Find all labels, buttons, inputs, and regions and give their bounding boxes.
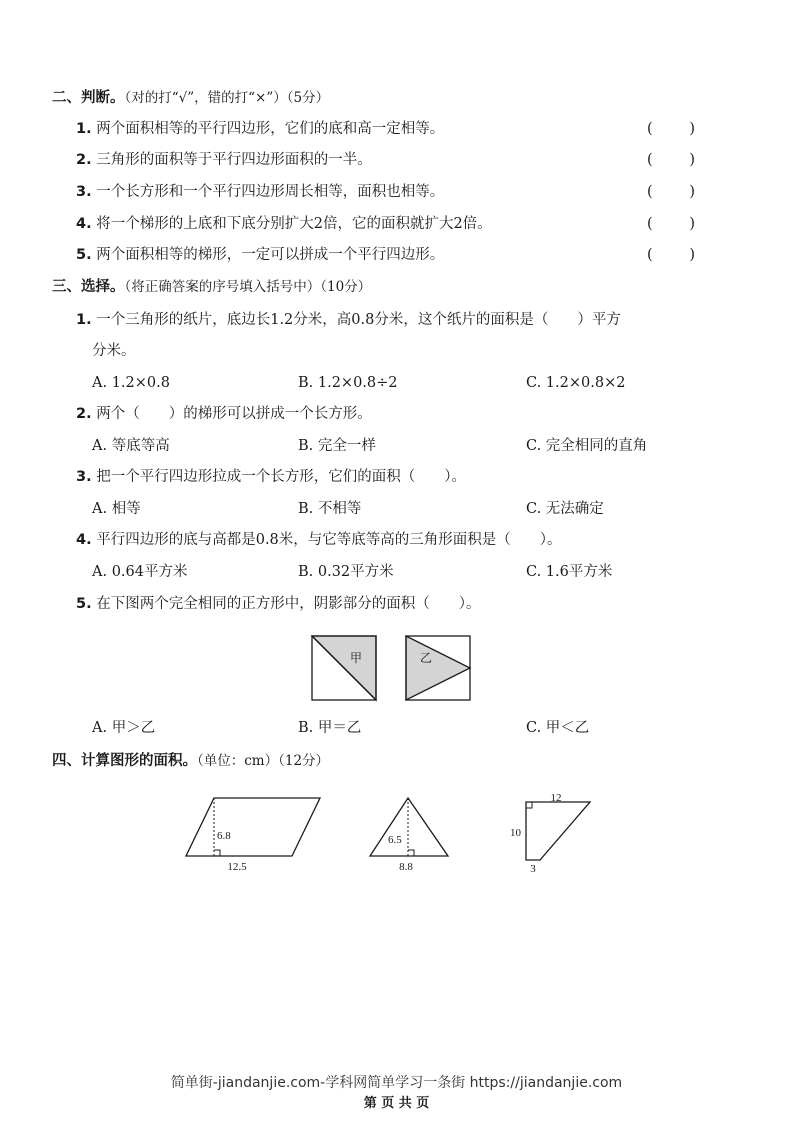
- section2-note: （对的打“√”，错的打“×”）（5分）: [124, 90, 330, 106]
- section4-note: （单位：cm）（12分）: [197, 753, 330, 769]
- choice-q5-num: 5.: [76, 596, 92, 612]
- choice-q2: [76, 404, 372, 424]
- footer-watermark: 简单街-jiandanjie.com-学科网简单学习一条街 https://jiandanjie.com: [170, 1075, 623, 1091]
- section3-heading: [52, 277, 371, 297]
- paren-open: (: [647, 152, 653, 168]
- trapezoid-top-label: 12: [550, 792, 562, 804]
- squares-figure: [310, 634, 474, 704]
- judge-item-4: [76, 214, 492, 234]
- choice-q3-option-a[interactable]: A. 相等: [92, 501, 141, 517]
- judge-item-1-num: 1.: [76, 121, 92, 137]
- paren-open: (: [647, 216, 653, 232]
- choice-q2-option-b[interactable]: B. 完全一样: [298, 438, 376, 454]
- choice-q4-text: 平行四边形的底与高都是0.8米，与它等底等高的三角形面积是（ ）。: [96, 532, 562, 548]
- judge-answer-4[interactable]: [647, 214, 695, 234]
- choice-q5-option-a[interactable]: A. 甲＞乙: [92, 720, 156, 736]
- paren-close: ): [689, 247, 695, 263]
- choice-q5-option-c[interactable]: C. 甲＜乙: [526, 720, 590, 736]
- choice-q3-option-b[interactable]: B. 不相等: [298, 501, 362, 517]
- choice-q1-option-c[interactable]: C. 1.2×0.8×2: [526, 375, 626, 391]
- trapezoid-side-label: 10: [510, 827, 521, 839]
- parallelogram-shape: [186, 798, 320, 856]
- judge-item-5-text: 两个面积相等的梯形，一定可以拼成一个平行四边形。: [96, 247, 445, 263]
- choice-q1-num: 1.: [76, 312, 92, 328]
- shaded-triangle-yi: [406, 636, 470, 700]
- section3-title: 三、选择。: [52, 278, 125, 295]
- judge-item-1-text: 两个面积相等的平行四边形，它们的底和高一定相等。: [96, 121, 445, 137]
- judge-item-4-text: 将一个梯形的上底和下底分别扩大2倍，它的面积就扩大2倍。: [96, 216, 492, 232]
- judge-item-3-num: 3.: [76, 184, 92, 200]
- judge-item-2-text: 三角形的面积等于平行四边形面积的一半。: [96, 152, 372, 168]
- choice-q3: [76, 467, 466, 487]
- choice-q1-option-a[interactable]: A. 1.2×0.8: [92, 375, 170, 391]
- choice-q1-option-b[interactable]: B. 1.2×0.8÷2: [298, 375, 398, 391]
- triangle-base-label: 8.8: [399, 861, 413, 873]
- square-jia: [312, 636, 376, 700]
- trapezoid-shape: [526, 802, 590, 860]
- choice-q4-option-b[interactable]: B. 0.32平方米: [298, 564, 394, 580]
- right-angle-mark: [526, 802, 532, 808]
- choice-q4-num: 4.: [76, 532, 92, 548]
- choice-q4: [76, 530, 562, 550]
- paren-close: ): [689, 121, 695, 137]
- label-jia: 甲: [349, 651, 363, 665]
- parallelogram-height-label: 6.8: [217, 830, 231, 842]
- choice-q3-num: 3.: [76, 469, 92, 485]
- trapezoid-bottom-label: 3: [530, 863, 536, 875]
- judge-item-5: [76, 245, 444, 265]
- judge-answer-5[interactable]: [647, 245, 695, 265]
- right-angle-mark: [214, 850, 220, 856]
- label-yi: 乙: [419, 651, 433, 665]
- choice-q1-text2: 分米。: [92, 343, 136, 359]
- choice-q2-option-c[interactable]: C. 完全相同的直角: [526, 438, 648, 454]
- paren-close: ): [689, 216, 695, 232]
- section4-title: 四、计算图形的面积。: [52, 752, 197, 769]
- judge-item-3-text: 一个长方形和一个平行四边形周长相等，面积也相等。: [96, 184, 445, 200]
- section3-note: （将正确答案的序号填入括号中）（10分）: [124, 279, 372, 295]
- footer-page: 第 页 共 页: [363, 1096, 430, 1111]
- choice-q1-text: 一个三角形的纸片，底边长1.2分米，高0.8分米，这个纸片的面积是（ ）平方: [96, 312, 621, 328]
- paren-close: ): [689, 184, 695, 200]
- parallelogram-base-label: 12.5: [227, 861, 247, 873]
- judge-item-1: [76, 119, 444, 139]
- section4-heading: [52, 751, 329, 771]
- judge-item-5-num: 5.: [76, 247, 92, 263]
- judge-item-4-num: 4.: [76, 216, 92, 232]
- paren-open: (: [647, 247, 653, 263]
- judge-answer-1[interactable]: [647, 119, 695, 139]
- choice-q2-text: 两个（ ）的梯形可以拼成一个长方形。: [96, 406, 372, 422]
- judge-item-2-num: 2.: [76, 152, 92, 168]
- choice-q1: [76, 310, 621, 330]
- choice-q5: [76, 594, 480, 614]
- section2-title: 二、判断。: [52, 89, 125, 106]
- choice-q2-num: 2.: [76, 406, 92, 422]
- judge-answer-2[interactable]: [647, 150, 695, 170]
- right-angle-mark: [408, 850, 414, 856]
- choice-q5-option-b[interactable]: B. 甲＝乙: [298, 720, 362, 736]
- triangle-shape: [370, 798, 448, 856]
- choice-q4-option-a[interactable]: A. 0.64平方米: [92, 564, 188, 580]
- paren-close: ): [689, 152, 695, 168]
- choice-q2-option-a[interactable]: A. 等底等高: [92, 438, 170, 454]
- judge-answer-3[interactable]: [647, 182, 695, 202]
- triangle-figure: [366, 792, 456, 876]
- paren-open: (: [647, 184, 653, 200]
- triangle-height-label: 6.5: [388, 834, 402, 846]
- square-yi: [406, 636, 470, 700]
- choice-q4-option-c[interactable]: C. 1.6平方米: [526, 564, 613, 580]
- parallelogram-figure: [180, 792, 326, 876]
- choice-q3-text: 把一个平行四边形拉成一个长方形，它们的面积（ ）。: [96, 469, 466, 485]
- judge-item-2: [76, 150, 372, 170]
- section2-heading: [52, 88, 329, 108]
- choice-q3-option-c[interactable]: C. 无法确定: [526, 501, 604, 517]
- judge-item-3: [76, 182, 444, 202]
- paren-open: (: [647, 121, 653, 137]
- choice-q5-text: 在下图两个完全相同的正方形中，阴影部分的面积（ ）。: [96, 596, 481, 612]
- trapezoid-figure: [506, 786, 598, 876]
